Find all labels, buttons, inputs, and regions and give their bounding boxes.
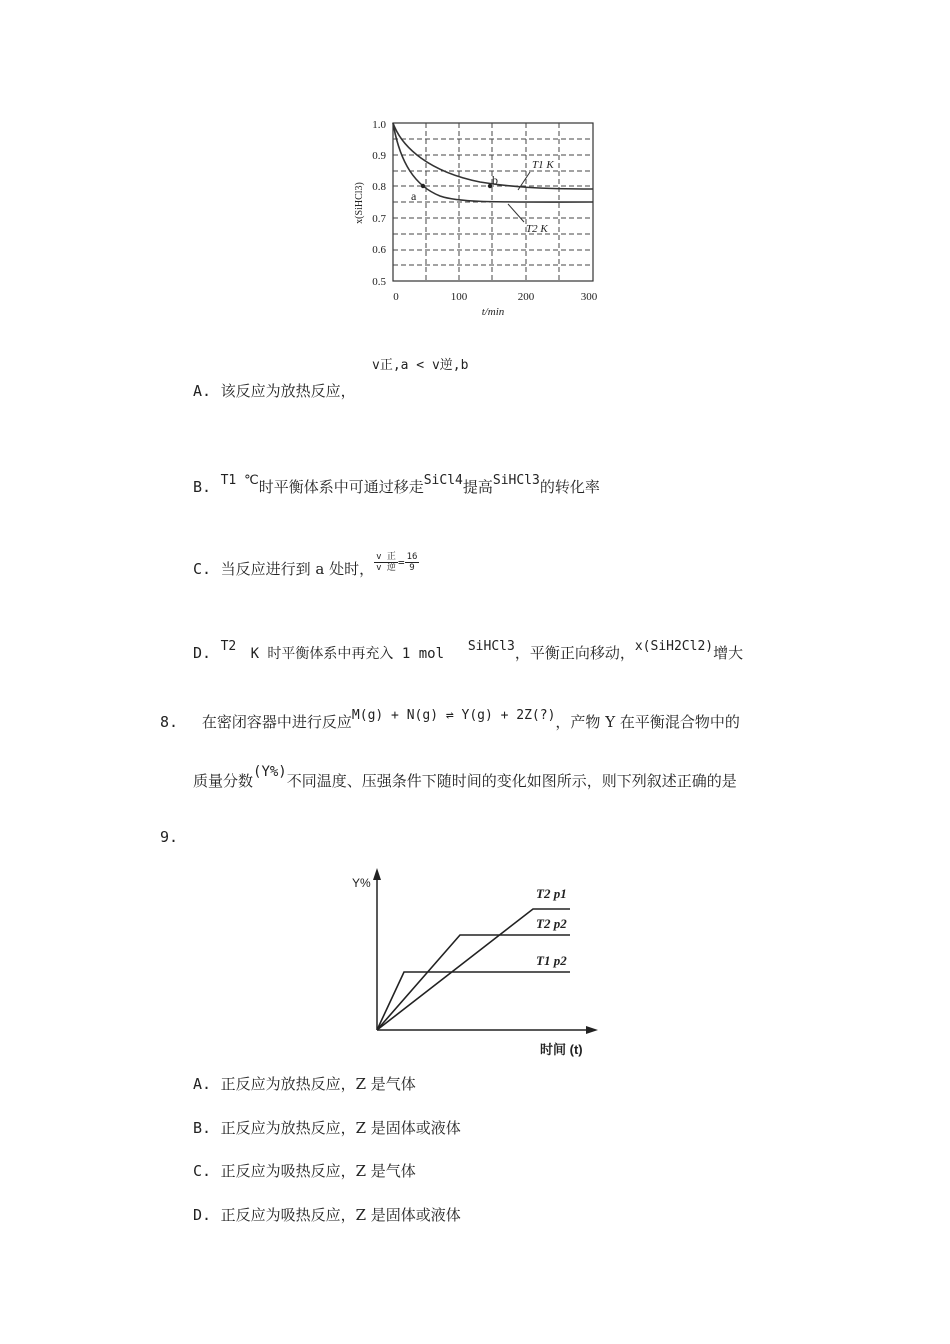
point-a xyxy=(421,184,425,188)
q7-option-b: B. T1 ℃时平衡体系中可通过移走SiCl4提高SiHCl3的转化率 xyxy=(193,473,600,496)
x-axis-label: 时间 (t) xyxy=(540,1042,583,1057)
curve-label-t1: T1 K xyxy=(532,159,554,171)
y-percent-time-chart xyxy=(340,862,620,1062)
x-tick: 0 xyxy=(393,291,399,303)
x-tick: 100 xyxy=(450,291,468,303)
x-axis-label: t/min xyxy=(481,306,505,318)
q7-option-c: C. 当反应进行到 a 处时， $\frac{\text{v 正}}{\text{v 逆}}$ = $\frac{16}{9}$ xyxy=(193,551,418,578)
y-tick: 0.8 xyxy=(372,181,386,193)
reaction-equation: M(g) + N(g) ⇌ Y(g) + 2Z(?) xyxy=(351,708,556,723)
series-t1-p2 xyxy=(377,972,570,1030)
y-axis-arrow xyxy=(373,868,381,880)
y-tick: 1.0 xyxy=(372,119,386,131)
y-axis-label: Y% xyxy=(352,876,371,890)
y-tick: 0.7 xyxy=(372,213,386,225)
x-tick: 300 xyxy=(580,291,598,303)
series-label-t2-p2: T2 p2 xyxy=(536,916,567,931)
y-tick: 0.6 xyxy=(372,244,386,256)
q8-line2: 质量分数(Y%)不同温度、压强条件下随时间的变化如图所示，则下列叙述正确的是 xyxy=(193,764,737,790)
rate-ratio-value: $\frac{16}{9}$ xyxy=(406,551,418,573)
q7-option-d: D. T2 K 时平衡体系中再充入 1 mol SiHCl3，平衡正向移动，x(SiH2Cl2)增大 xyxy=(193,639,744,662)
point-label-a: a xyxy=(411,189,417,203)
curve-t2 xyxy=(393,123,593,202)
y-axis-label: x(SiHCl3) xyxy=(354,182,365,224)
rate-ratio-fraction: $\frac{\text{v 正}}{\text{v 逆}}$ xyxy=(376,551,396,573)
y-tick: 0.5 xyxy=(372,276,386,288)
equilibrium-chart-1 xyxy=(340,108,620,323)
q7-option-a: A. 该反应为放热反应， xyxy=(193,382,356,400)
x-tick: 200 xyxy=(517,291,535,303)
q8-line1: 8. 在密闭容器中进行反应M(g) + N(g) ⇌ Y(g) + 2Z(?)，产物 Y 在平衡混合物中的 xyxy=(160,708,740,731)
q8-option-a: A. 正反应为放热反应，Z 是气体 xyxy=(193,1075,416,1093)
q8-option-c: C. 正反应为吸热反应，Z 是气体 xyxy=(193,1162,416,1180)
series-t2-p2 xyxy=(377,935,570,1030)
rate-comparison-note: v正,a < v逆,b xyxy=(372,358,469,373)
leader-line xyxy=(508,204,524,222)
q8-option-b: B. 正反应为放热反应，Z 是固体或液体 xyxy=(193,1119,461,1137)
x-axis-arrow xyxy=(586,1026,598,1034)
point-label-b: b xyxy=(492,173,498,187)
q8-option-d: D. 正反应为吸热反应，Z 是固体或液体 xyxy=(193,1206,461,1224)
curve-label-t2: T2 K xyxy=(526,223,548,235)
series-label-t2-p1: T2 p1 xyxy=(536,886,567,901)
q9-number: 9. xyxy=(160,828,179,846)
series-label-t1-p2: T1 p2 xyxy=(536,953,567,968)
y-tick: 0.9 xyxy=(372,150,386,162)
